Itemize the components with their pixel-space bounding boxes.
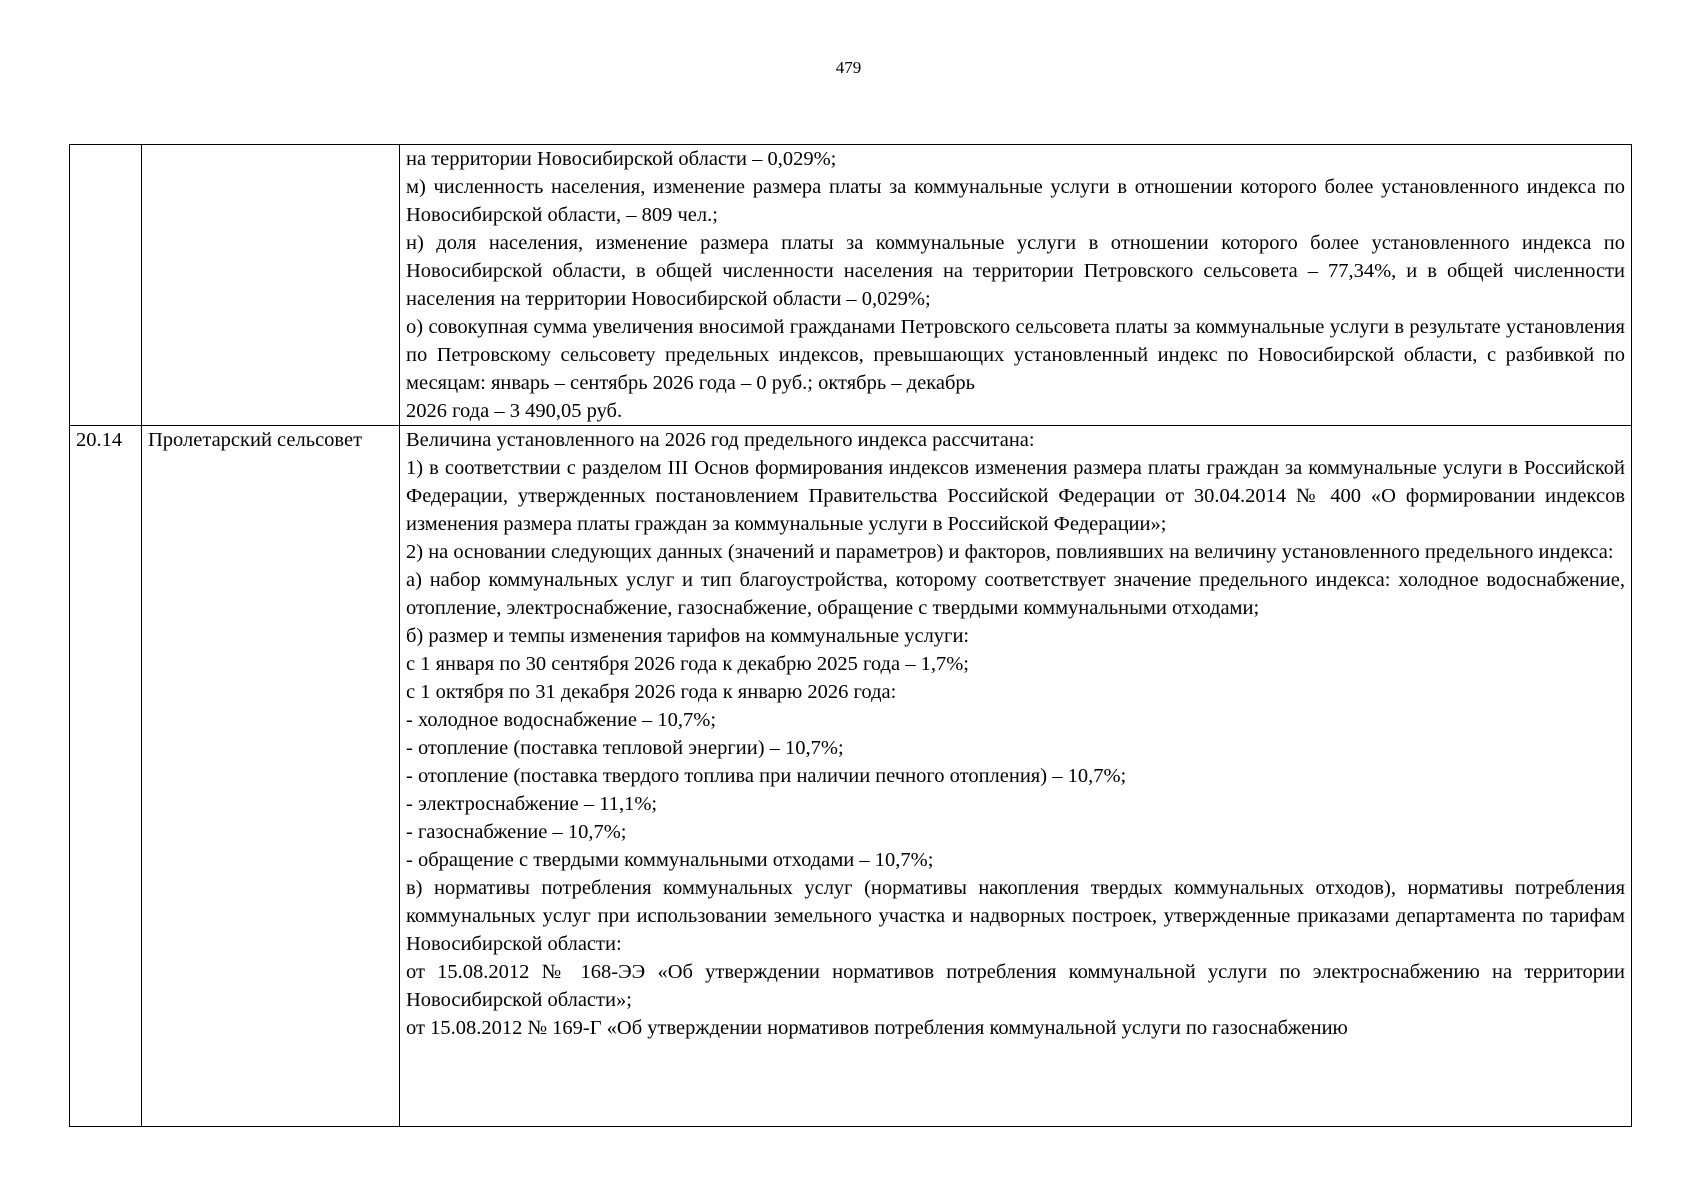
paragraph: а) набор коммунальных услуг и тип благоустройства, которому соответствует значение предельного индекса: холодное водоснабжение, отопление, электроснабжение, газоснабжение, обращение с твердыми коммунальными отходами; [406, 569, 1625, 619]
paragraph: 1) в соответствии с разделом III Основ формирования индексов изменения размера платы граждан за коммунальные услуги в Российской Федерации, утвержденных постановлением Правительства Российской Федерации от 30.04.2014 № 400 «О формировании индексов изменения размера платы граждан за коммунальные услуги в Российской Федерации»; [406, 457, 1625, 535]
table-body [70, 145, 1632, 1127]
paragraph: 2) на основании следующих данных (значений и параметров) и факторов, повлиявших на величину установленного предельного индекса: [406, 541, 1614, 563]
paragraph: - обращение с твердыми коммунальными отходами – 10,7%; [406, 849, 934, 871]
row-number-cell [70, 145, 142, 426]
paragraph: - холодное водоснабжение – 10,7%; [406, 709, 717, 731]
table-row [70, 426, 1632, 1127]
document-table [69, 144, 1632, 1127]
description-cell [400, 426, 1632, 1127]
paragraph: в) нормативы потребления коммунальных услуг (нормативы накопления твердых коммунальных отходов), нормативы потребления коммунальных услуг при использовании земельного участка и надворных построек, утвержденные приказами департамента по тарифам Новосибирской области: [406, 877, 1625, 955]
paragraph: - электроснабжение – 11,1%; [406, 793, 658, 815]
paragraph: о) совокупная сумма увеличения вносимой гражданами Петровского сельсовета платы за коммунальные услуги в результате установления по Петровскому сельсовету предельных индексов, превышающих установленный индекс по Новосибирской области, с разбивкой по месяцам: январь – сентябрь 2026 года – 0 руб.; октябрь – декабрь [406, 316, 1625, 394]
paragraph: Величина установленного на 2026 год предельного индекса рассчитана: [406, 429, 1035, 451]
paragraph: - газоснабжение – 10,7%; [406, 821, 627, 843]
paragraph: с 1 октября по 31 декабря 2026 года к январю 2026 года: [406, 681, 897, 703]
paragraph: - отопление (поставка тепловой энергии) – 10,7%; [406, 737, 844, 759]
paragraph: б) размер и темпы изменения тарифов на коммунальные услуги: [406, 625, 970, 647]
settlement-name-cell [142, 145, 400, 426]
paragraph: м) численность населения, изменение размера платы за коммунальные услуги в отношении которого более установленного индекса по Новосибирской области, – 809 чел.; [406, 176, 1625, 226]
paragraph: н) доля населения, изменение размера платы за коммунальные услуги в отношении которого более установленного индекса по Новосибирской области, в общей численности населения на территории Петровского сельсовета – 77,34%, и в общей численности населения на территории Новосибирской области – 0,029%; [406, 232, 1625, 310]
paragraph: от 15.08.2012 № 169-Г «Об утверждении нормативов потребления коммунальной услуги по газоснабжению [406, 1017, 1348, 1039]
description-cell [400, 145, 1632, 426]
row-number-cell: 20.14 [70, 426, 142, 1127]
settlement-name-cell: Пролетарский сельсовет [142, 426, 400, 1127]
paragraph: 2026 года – 3 490,05 руб. [406, 400, 623, 422]
paragraph: от 15.08.2012 № 168-ЭЭ «Об утверждении нормативов потребления коммунальной услуги по электроснабжению на территории Новосибирской области»; [406, 961, 1625, 1011]
paragraph: на территории Новосибирской области – 0,029%; [406, 148, 837, 170]
paragraph: с 1 января по 30 сентября 2026 года к декабрю 2025 года – 1,7%; [406, 653, 969, 675]
page-number: 479 [835, 58, 862, 77]
table-row [70, 145, 1632, 426]
paragraph: - отопление (поставка твердого топлива при наличии печного отопления) – 10,7%; [406, 765, 1127, 787]
